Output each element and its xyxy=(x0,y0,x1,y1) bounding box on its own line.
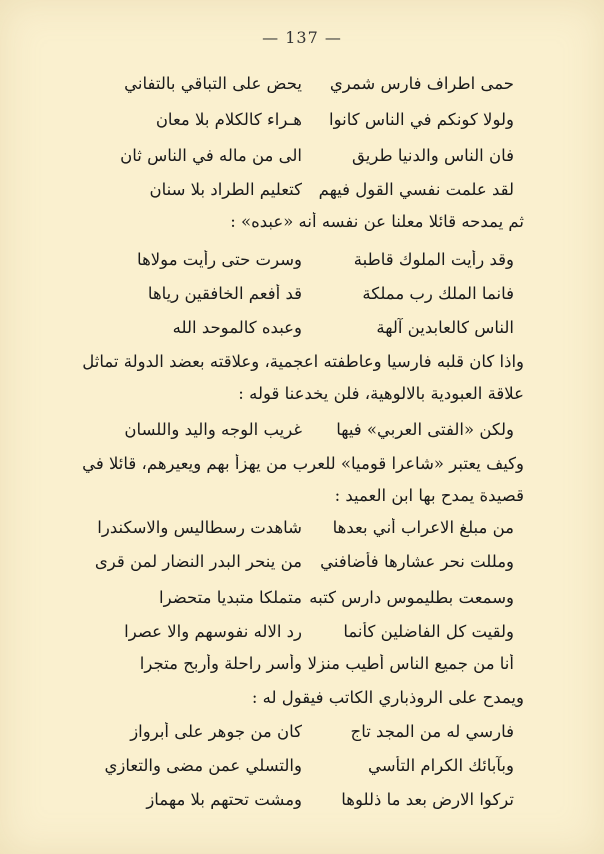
verse-line xyxy=(90,110,514,144)
verse-line xyxy=(90,146,514,180)
verse-hemistich-second: الى من ماله في الناس ثان xyxy=(120,146,302,165)
verse-hemistich-first: وبآبائك الكرام التأسي xyxy=(367,756,514,775)
verse-hemistich-second: يحض على التباقي بالتفاني xyxy=(124,74,302,93)
verse-line xyxy=(90,588,514,622)
verse-hemistich-first: ولقيت كل الفاضلين كأنما xyxy=(343,622,514,641)
verse-hemistich-first: ومللت نحر عشارها فأضافني xyxy=(320,552,514,571)
verse-line xyxy=(90,74,514,108)
verse-hemistich-second: وعبده كالموحد الله xyxy=(172,318,302,337)
verse-hemistich-second: والتسلي عمن مضى والتعازي xyxy=(104,756,302,775)
verse-hemistich-second: وأسر راحلة وأربح متجرا xyxy=(139,654,302,673)
prose-line: واذا كان قلبه فارسيا وعاطفته اعجمية، وعلاقته بعضد الدولة تماثل xyxy=(82,352,524,371)
verse-hemistich-second: ومشت تحتهم بلا مهماز xyxy=(146,790,302,809)
verse-hemistich-first: فان الناس والدنيا طريق xyxy=(352,146,514,165)
prose-line: ويمدح على الروذباري الكاتب فيقول له : xyxy=(251,688,524,707)
verse-hemistich-first: وسمعت بطليموس دارس كتبه xyxy=(309,588,514,607)
verse-hemistich-second: هـراء كالكلام بلا معان xyxy=(155,110,302,129)
verse-line xyxy=(90,180,514,214)
verse-hemistich-first: وقد رأيت الملوك قاطبة xyxy=(353,250,514,269)
verse-hemistich-first: فانما الملك رب مملكة xyxy=(362,284,514,303)
verse-hemistich-first: فارسي له من المجد تاج xyxy=(350,722,514,741)
verse-hemistich-second: متملكا متبديا متحضرا xyxy=(159,588,302,607)
verse-hemistich-second: غريب الوجه واليد واللسان xyxy=(124,420,302,439)
verse-hemistich-second: قد أفعم الخافقين رياها xyxy=(147,284,302,303)
verse-line xyxy=(90,284,514,318)
verse-hemistich-second: وسرت حتى رأيت مولاها xyxy=(137,250,302,269)
verse-line xyxy=(90,420,514,454)
verse-hemistich-first: حمى اطراف فارس شمري xyxy=(329,74,514,93)
verse-hemistich-second: رد الاله نفوسهم والا عصرا xyxy=(124,622,302,641)
verse-line xyxy=(90,756,514,790)
verse-hemistich-second: كتعليم الطراد بلا سنان xyxy=(149,180,302,199)
verse-hemistich-first: تركوا الارض بعد ما ذللوها xyxy=(341,790,514,809)
verse-line xyxy=(90,318,514,352)
verse-hemistich-second: من ينحر البدر النضار لمن قرى xyxy=(94,552,302,571)
verse-hemistich-second: كان من جوهر على أبرواز xyxy=(130,722,302,741)
verse-hemistich-first: ولكن «الفتى العربي» فيها xyxy=(336,420,514,439)
verse-line xyxy=(90,552,514,586)
prose-line: ثم يمدحه قائلا معلنا عن نفسه أنه «عبده» : xyxy=(230,212,524,231)
page-number: — 137 — xyxy=(262,28,342,47)
verse-hemistich-second: شاهدت رسطاليس والاسكندرا xyxy=(97,518,302,537)
verse-line xyxy=(90,622,514,656)
prose-line: قصيدة يمدح بها ابن العميد : xyxy=(334,486,524,505)
prose-line: علاقة العبودية بالالوهية، فلن يخدعنا قوله : xyxy=(238,384,524,403)
verse-line xyxy=(90,722,514,756)
verse-hemistich-first: الناس كالعابدين آلهة xyxy=(376,318,514,337)
verse-hemistich-first: لقد علمت نفسي القول فيهم xyxy=(318,180,514,199)
verse-hemistich-first: ولولا كونكم في الناس كانوا xyxy=(329,110,514,129)
prose-line: وكيف يعتبر «شاعرا قوميا» للعرب من يهزأ بهم ويعيرهم، قائلا في xyxy=(82,454,524,473)
verse-line xyxy=(90,518,514,552)
verse-line xyxy=(90,790,514,824)
verse-line xyxy=(90,250,514,284)
verse-hemistich-first: من مبلغ الاعراب أني بعدها xyxy=(332,518,514,537)
verse-hemistich-first: أنا من جميع الناس أطيب منزلا xyxy=(307,654,514,673)
verse-line xyxy=(90,654,514,688)
